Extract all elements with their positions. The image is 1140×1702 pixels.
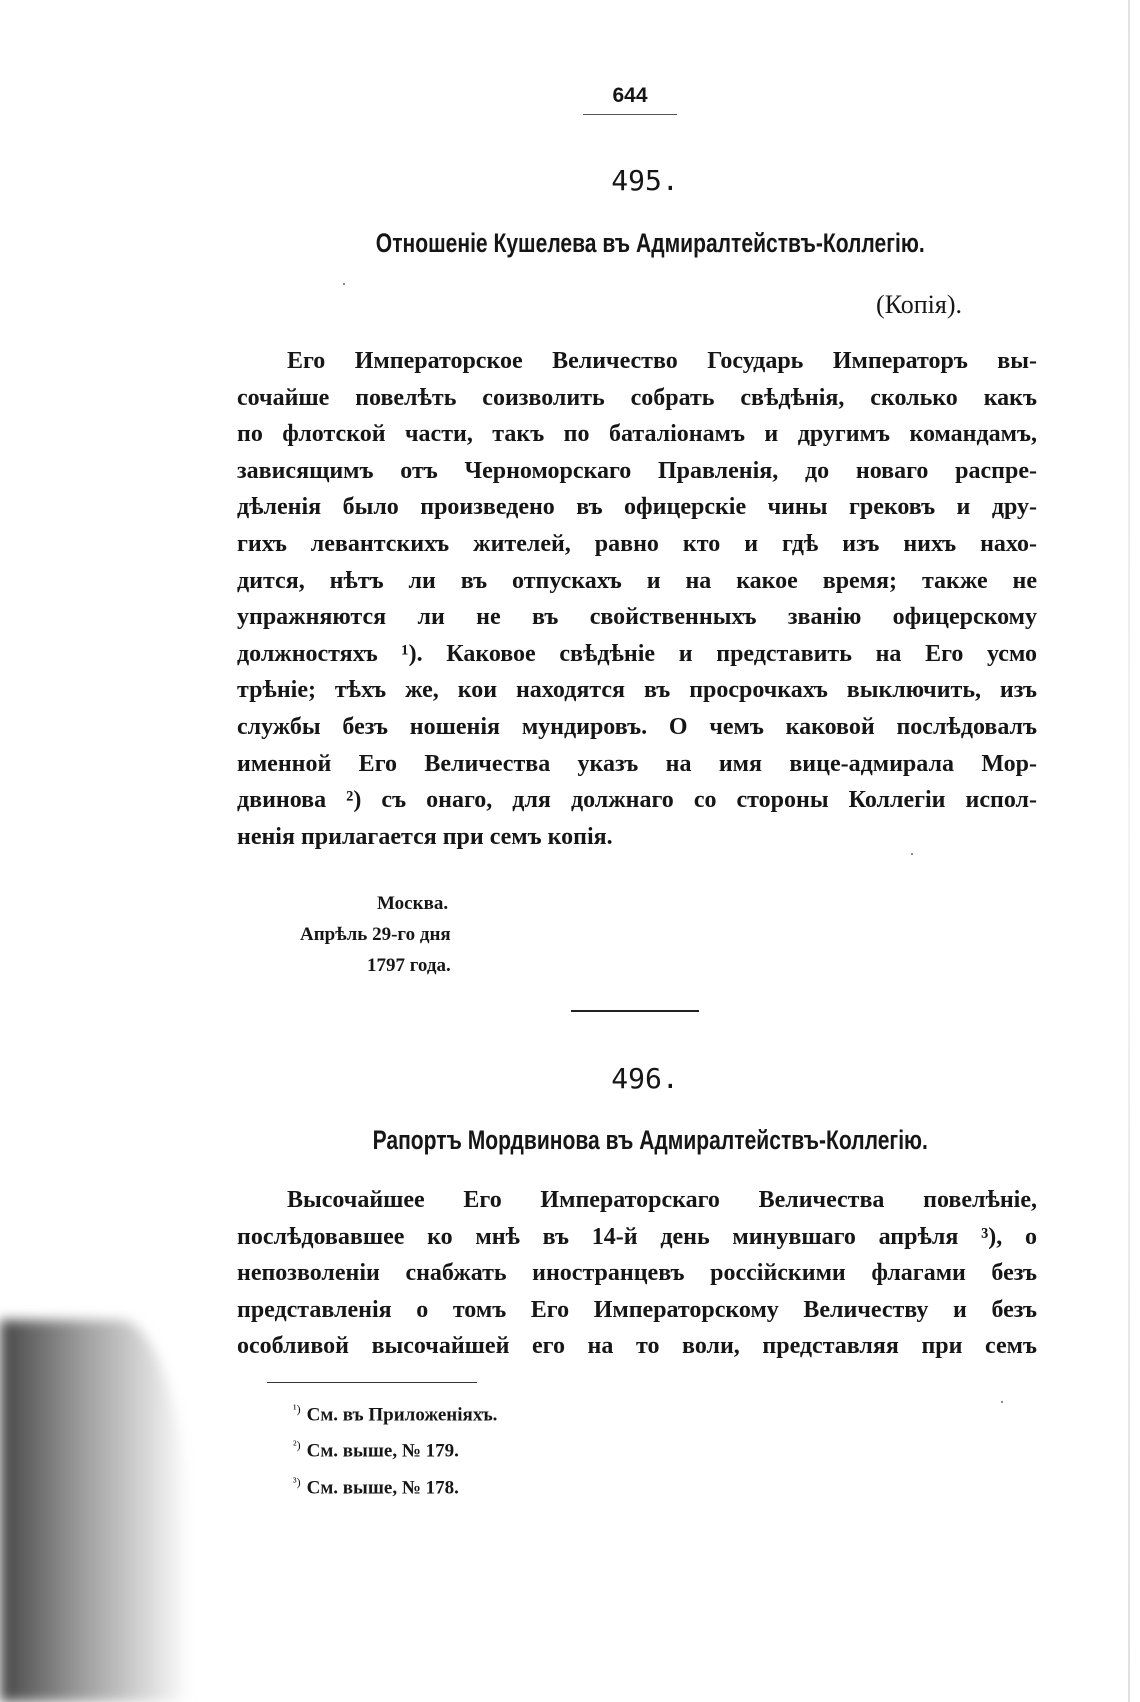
document-title: Отношеніе Кушелева въ Адмиралтействъ-Коллегію. [375,228,925,258]
text-line: дится, нѣтъ ли въ отпускахъ и на какое время; также не [237,567,1037,594]
document-body [237,1182,1037,1365]
document-body [237,343,1037,855]
footnote-text: См. въ Приложеніяхъ. [306,1404,498,1426]
document-number: 495. [611,164,679,197]
footnote-text: См. выше, № 178. [306,1476,459,1498]
text-line: зависящимъ отъ Черноморскаго Правленія, до новаго распре- [237,457,1037,484]
scan-speck [1001,1401,1003,1403]
text-line: именной Его Величества указъ на имя вице-адмирала Мор- [237,750,1037,777]
signature-date: Апрѣль 29-го дня [300,924,451,945]
document-title: Рапортъ Мордвинова въ Адмиралтействъ-Коллегію. [372,1125,928,1155]
text-line: двинова ²) съ онаго, для должнаго со стороны Коллегіи испол- [237,787,1037,814]
scan-speck [911,853,913,855]
text-line: службы безъ ношенія мундировъ. О чемъ каковой послѣдовалъ [237,713,1037,740]
footnote [293,1467,497,1503]
footnote-mark: ²) [293,1438,301,1453]
page-number-underline [583,114,677,115]
signature-city: Москва. [377,893,449,914]
text-line: должностяхъ ¹). Каковое свѣдѣніе и представить на Его усмо [237,640,1037,667]
text-line: особливой высочайшей его на то воли, представляя при семъ [237,1333,1037,1360]
document-number: 496. [611,1062,679,1095]
text-line: трѣніе; тѣхъ же, кои находятся въ просрочкахъ выключить, изъ [237,677,1037,704]
page-edge [1128,0,1130,1702]
text-line: Высочайшее Его Императорскаго Величества повелѣніе, [287,1187,1037,1213]
signature-year: 1797 года. [367,955,451,976]
copy-label: (Копія). [876,290,962,319]
footnote-divider [267,1382,477,1383]
footnotes [293,1394,497,1503]
footnote [293,1430,497,1466]
footnote [293,1394,497,1430]
text-line: дѣленія было произведено въ офицерскіе чины грековъ и дру- [237,494,1037,521]
text-line: гихъ левантскихъ жителей, равно кто и гдѣ изъ нихъ нахо- [237,530,1037,557]
signature-block [300,888,451,981]
footnote-mark: ¹) [293,1402,301,1416]
page-number: 644 [612,84,648,107]
section-divider [571,1010,699,1012]
footnote-text: См. выше, № 179. [306,1440,459,1462]
text-line: представленія о томъ Его Императорскому Величеству и безъ [237,1296,1037,1323]
text-line: послѣдовавшее ко мнѣ въ 14-й день минувшаго апрѣля ³), о [237,1223,1037,1250]
text-line: непозволеніи снабжать иностранцевъ россійскими флагами безъ [237,1260,1037,1287]
scan-shadow [0,1320,190,1702]
footnote-mark: ³) [293,1474,301,1489]
text-line: ненія прилагается при семъ копія. [237,823,613,850]
text-line: по флотской части, такъ по баталіонамъ и другимъ командамъ, [237,421,1037,448]
text-line: упражняются ли не въ свойственныхъ званію офицерскому [237,604,1037,631]
text-line: Его Императорское Величество Государь Императоръ вы- [287,348,1037,374]
text-line: сочайше повелѣть соизволить собрать свѣдѣнія, сколько какъ [237,384,1037,411]
scan-speck [343,283,345,285]
